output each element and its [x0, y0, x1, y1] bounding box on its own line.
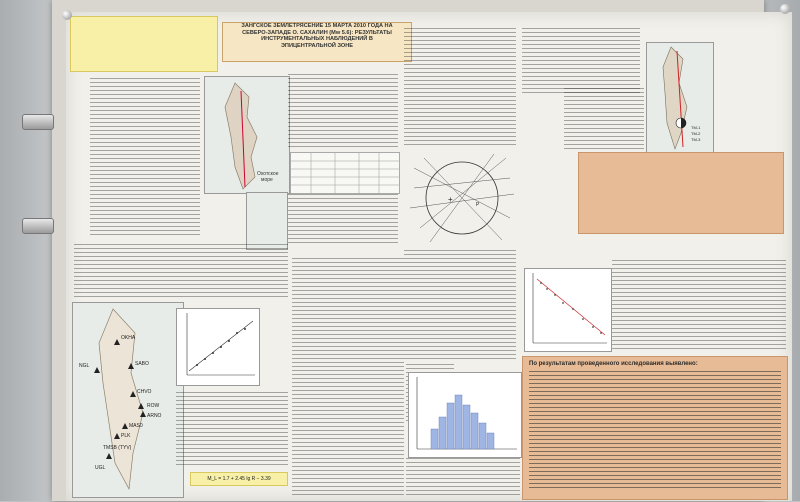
results-text-middle	[404, 250, 516, 360]
intro-column-text	[90, 78, 200, 238]
map-label-tm3: ТМ-3	[691, 137, 701, 142]
inset-map-figure	[246, 192, 288, 250]
map-label-tm1: ТМ-1	[691, 125, 701, 130]
lower-left-text	[74, 244, 288, 300]
board-clip-lower-left	[22, 218, 54, 234]
svg-text:P: P	[476, 202, 480, 208]
station-row: ROW	[147, 403, 160, 409]
pushpin-top-right	[780, 4, 790, 14]
magnitude-formula: M_L = 1.7 + 2.45 lg R − 3.39	[190, 472, 288, 486]
title-line-4: ЭПИЦЕНТРАЛЬНОЙ ЗОНЕ	[280, 42, 354, 49]
conclusions-box	[522, 356, 788, 500]
conclusions-heading: По результатам проведенного исследования выявлено:	[529, 361, 698, 367]
scientific-poster	[66, 12, 792, 501]
method-text-bottom	[288, 194, 398, 244]
station-okha: OKHA	[121, 335, 136, 341]
svg-text:+: +	[448, 195, 453, 204]
lower-right-text	[612, 260, 786, 352]
highlight-box-orange	[578, 152, 784, 234]
station-chvo: CHVO	[137, 389, 152, 395]
station-plk: PLK	[121, 433, 131, 439]
station-network-map	[72, 302, 184, 498]
station-mas0: MAS0	[129, 423, 143, 429]
station-arno: ARNO	[147, 413, 162, 419]
attenuation-plot	[524, 268, 612, 352]
map-label-tm2: ТМ-2	[691, 131, 701, 136]
svg-text:море: море	[261, 177, 273, 183]
lower-middle-text-2	[406, 458, 520, 498]
station-ngl: NGL	[79, 363, 90, 369]
conclusions-text	[529, 371, 781, 491]
title-line-1: ЗАНГСКОЕ ЗЕМЛЕТРЯСЕНИЕ 15 МАРТА 2010 ГОДА НА	[241, 23, 393, 29]
right-text-middle	[564, 88, 644, 152]
poster-title	[222, 22, 412, 62]
results-text-top	[404, 28, 516, 148]
epicenter-map-figure	[646, 42, 714, 154]
station-sabo: SABO	[135, 361, 149, 367]
board-clip-upper-left	[22, 114, 54, 130]
svg-text:Охотское: Охотское	[257, 171, 279, 177]
sakhalin-map-figure	[204, 76, 290, 194]
depth-histogram	[408, 372, 522, 458]
title-line-3: ИНСТРУМЕНТАЛЬНЫХ НАБЛЮДЕНИЙ В	[261, 36, 373, 43]
method-text-top	[288, 74, 398, 150]
parameters-table	[290, 152, 400, 194]
station-tmsb: TMSB (TYV)	[103, 445, 132, 451]
right-text-top	[522, 28, 640, 96]
station-ugl: UGL	[95, 465, 106, 471]
pushpin-top-left	[62, 10, 72, 20]
magnitude-scatter-plot	[176, 308, 260, 386]
lower-middle-text	[292, 258, 404, 496]
intro-text-box	[70, 16, 218, 72]
focal-mechanism-diagram	[410, 148, 514, 248]
lower-left-text-2	[176, 392, 288, 466]
title-line-2: СЕВЕРО-ЗАПАДЕ О. САХАЛИН (Mw 5.6): РЕЗУЛЬТАТЫ	[242, 29, 392, 36]
